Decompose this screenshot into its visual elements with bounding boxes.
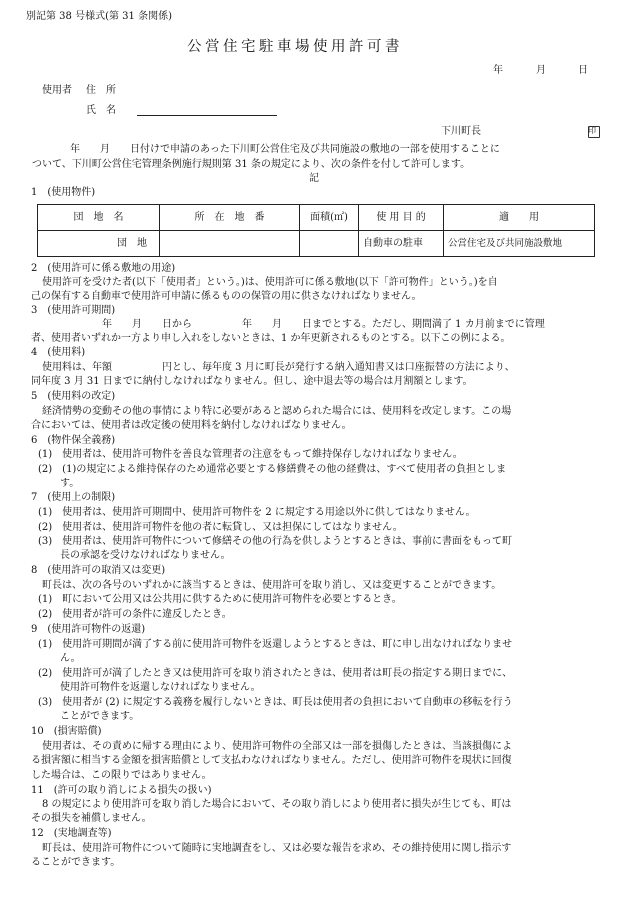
body-line: (2) (1)の規定による維持保存のため通常必要とする修繕費その他の経費は、すべて使用者の負担としま: [38, 464, 507, 475]
body-line: (2) 使用者は、使用許可物件を他の者に転貸し、又は担保にしてはなりません。: [38, 522, 403, 533]
header-complex-name: 団 地 名: [38, 205, 160, 231]
intro-line-2: ついて、下川町公営住宅管理条例施行規則第 31 条の規定により、次の条件を付して許可します。: [32, 159, 471, 170]
cell-address: [160, 231, 300, 257]
header-area: 面積(㎡): [300, 205, 359, 231]
section-1-heading: 1 (使用物件): [31, 187, 96, 198]
address-label: 住 所: [86, 85, 116, 96]
ki-label: 記: [309, 173, 319, 184]
seal-label: 印: [588, 126, 596, 135]
intro-line-1: 年 月 日付けで申請のあった下川町公営住宅及び共同施設の敷地の一部を使用することに: [50, 144, 500, 155]
name-underline: [137, 104, 277, 121]
body-line: 経済情勢の変動その他の事情により特に必要があると認められた場合には、使用料を改定します。この場: [42, 406, 512, 417]
body-line: 町長は、使用許可物件について随時に実地調査をし、又は必要な報告を求め、その維持使用に関し指示す: [42, 843, 512, 854]
document-title: 公営住宅駐車場使用許可書: [187, 39, 403, 55]
body-line: (2) 使用者が許可の条件に違反したとき。: [38, 609, 232, 620]
body-line: 長の承認を受けなければなりません。: [60, 550, 231, 561]
body-line: (3) 使用者は、使用許可物件について修繕その他の行為を供しようとするときは、事前に書面をもって町: [38, 536, 512, 547]
body-line: 町長は、次の各号のいずれかに該当するときは、使用許可を取り消し、又は変更することができます。: [42, 580, 502, 591]
issuer-name: 下川町長: [441, 126, 481, 137]
date-day: 日: [578, 65, 588, 76]
body-line: 2 (使用許可に係る敷地の用途): [31, 263, 176, 274]
date-year: 年: [493, 65, 503, 76]
body-line: 9 (使用許可物件の返還): [31, 624, 146, 635]
body-line: 3 (使用許可期間): [31, 305, 116, 316]
body-line: 合においては、使用者は改定後の使用料を納付しなければなりません。: [31, 420, 352, 431]
body-line: (1) 使用許可期間が満了する前に使用許可物件を返還しようとするときは、町に申し出なければなりませ: [38, 639, 513, 650]
body-line: (2) 使用許可が満了したとき又は使用許可を取り消されたときは、使用者は町長の指定する期日までに、: [38, 668, 513, 679]
body-line: 年 月 日から 年 月 日までとする。ただし、期間満了 1 カ月前までに管理: [102, 319, 545, 330]
cell-area: [300, 231, 359, 257]
body-line: 7 (使用上の制限): [31, 492, 116, 503]
body-line: 8 (使用許可の取消又は変更): [31, 565, 166, 576]
body-line: (3) 使用者が (2) に規定する義務を履行しないときは、町長は使用者の負担において自動車の移転を行う: [38, 697, 513, 708]
body-line: (1) 町において公用又は公共用に供するために使用許可物件を必要とするとき。: [38, 594, 402, 605]
body-line: 6 (物件保全義務): [31, 435, 116, 446]
body-line: 5 (使用料の改定): [31, 391, 116, 402]
header-address: 所 在 地 番: [160, 205, 300, 231]
date-month: 月: [536, 65, 546, 76]
cell-purpose: 自動車の駐車: [359, 231, 444, 257]
body-line: 11 (許可の取り消しによる損失の扱い): [31, 785, 212, 796]
body-line: 使用許可物件を返還しなければなりません。: [60, 682, 261, 693]
body-line: ることができます。: [31, 857, 121, 868]
body-line: した場合は、この限りではありません。: [31, 770, 212, 781]
body-line: 使用者は、その責めに帰する理由により、使用許可物件の全部又は一部を損傷したときは、当該損傷によ: [42, 741, 512, 752]
table-row: [38, 231, 595, 257]
body-line: 使用料は、年額 円とし、毎年度 3 月に町長が発行する納入通知書又は口座振替の方法により、: [42, 362, 515, 373]
body-line: 己の保有する自動車で使用許可申請に係るものの保管の用に供さなければなりません。: [31, 291, 422, 302]
body-line: る損害額に相当する金額を損害賠償として支払わなければなりません。ただし、使用許可物件を現状に回復: [31, 755, 512, 766]
body-line: ん。: [60, 653, 81, 664]
user-label: 使用者: [42, 85, 72, 96]
body-line: 者、使用者いずれか一方より申し入れをしないときは、1 か年更新されるものとする。以下この例による。: [31, 333, 511, 344]
body-line: 同年度 3 月 31 日までに納付しなければなりません。但し、途中退去等の場合は月割額とします。: [31, 376, 473, 387]
header-purpose: 使 用 目 的: [359, 205, 444, 231]
cell-complex: 団 地: [38, 231, 160, 257]
cell-application: 公営住宅及び共同施設敷地: [444, 231, 595, 257]
header-application: 適 用: [444, 205, 595, 231]
body-line: (1) 使用者は、使用許可期間中、使用許可物件を 2 に規定する用途以外に供してはなりません。: [38, 507, 476, 518]
body-line: 使用許可を受けた者(以下「使用者」という。)は、使用許可に係る敷地(以下「許可物件」という。)を自: [42, 277, 498, 288]
body-line: 10 (損害賠償): [31, 726, 102, 737]
body-line: 8 の規定により使用許可を取り消した場合において、その取り消しにより使用者に損失が生じても、町は: [42, 799, 512, 810]
body-line: 12 (実地調査等): [31, 828, 112, 839]
name-label: 氏 名: [86, 105, 116, 116]
body-line: 4 (使用料): [31, 347, 86, 358]
body-line: ことができます。: [60, 711, 140, 722]
property-table: [37, 204, 595, 257]
table-header-row: [38, 205, 595, 231]
form-label: 別記第 38 号様式(第 31 条関係): [26, 11, 172, 22]
body-line: す。: [60, 478, 80, 489]
body-line: その損失を補償しません。: [31, 813, 152, 824]
body-line: (1) 使用者は、使用許可物件を善良な管理者の注意をもって維持保存しなければなりません。: [38, 449, 463, 460]
